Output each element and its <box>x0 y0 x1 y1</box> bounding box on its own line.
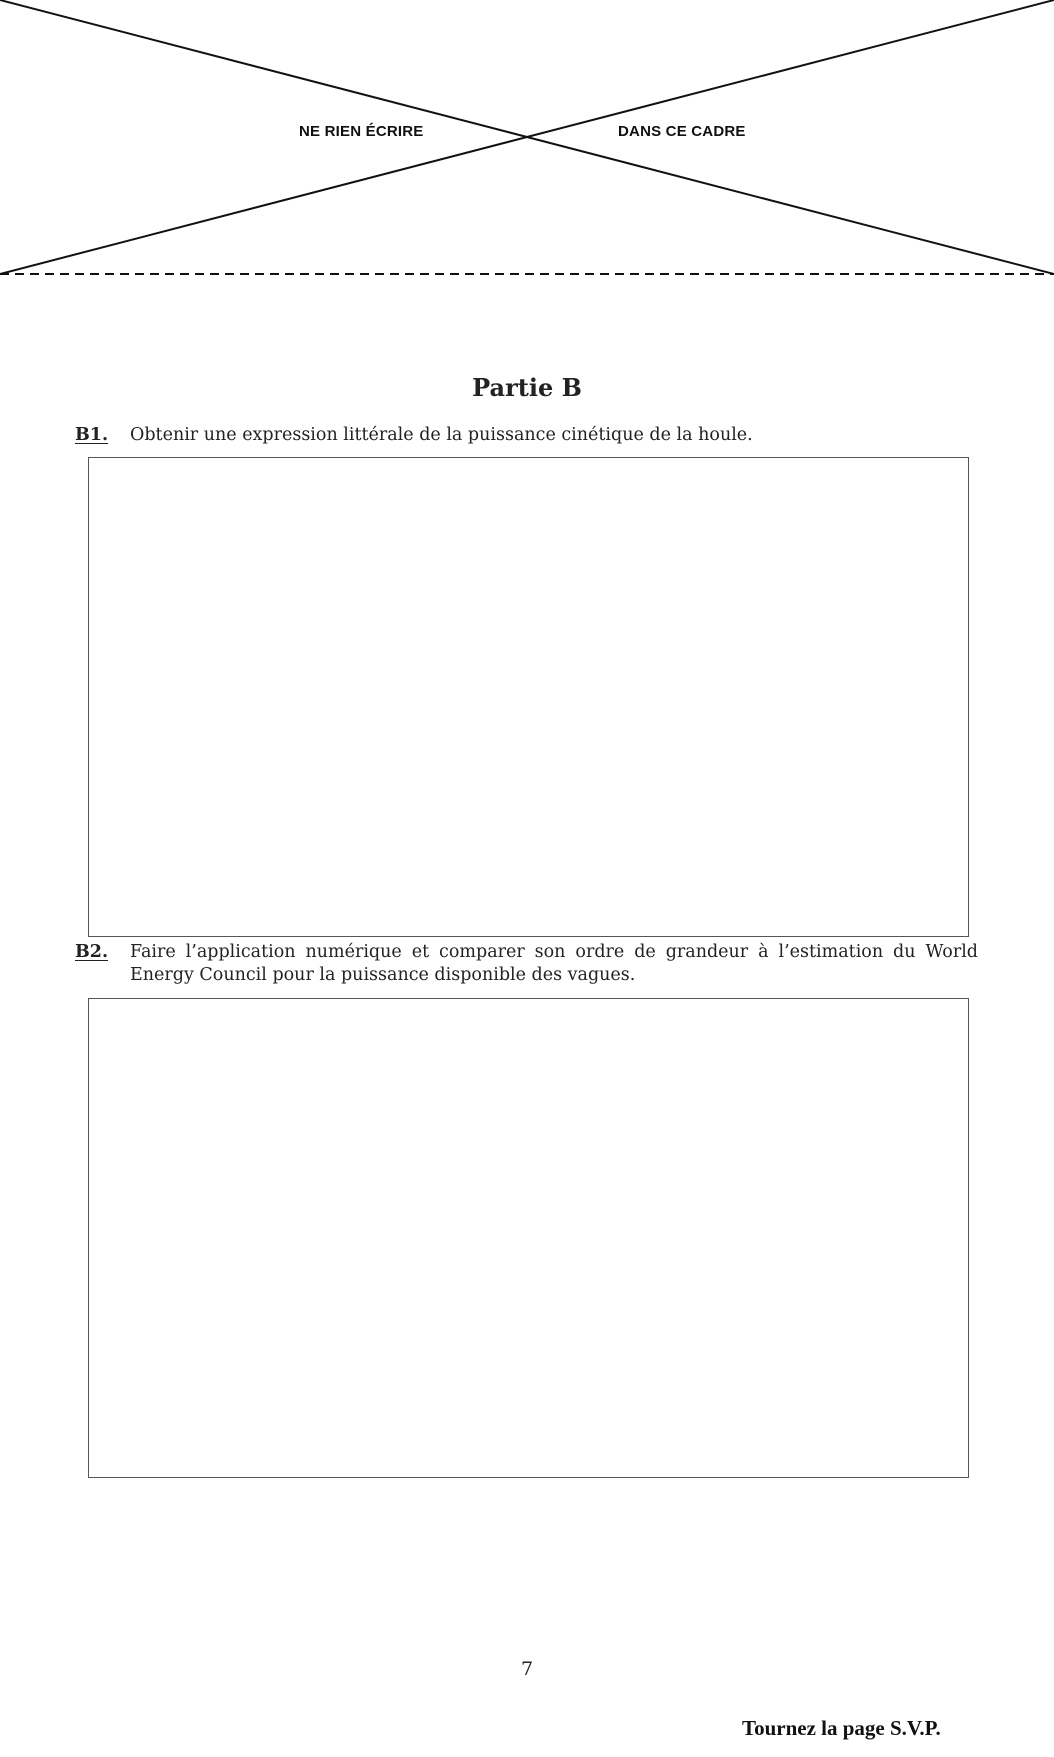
section-title: Partie B <box>472 373 582 402</box>
question-number: B2. <box>75 942 109 962</box>
question-text: Faire l’application numérique et comparer son ordre de grandeur à l’estimation du World Energy Council pour la puissance disponible des vagues. <box>130 942 978 985</box>
page-number: 7 <box>520 1658 534 1680</box>
header-left-label: NE RIEN ÉCRIRE <box>299 123 424 140</box>
do-not-write-zone <box>0 0 1054 280</box>
answer-box-b1[interactable] <box>88 457 969 937</box>
answer-box-b2[interactable] <box>88 998 969 1478</box>
crossed-out-frame <box>0 0 1054 280</box>
turn-page-note: Tournez la page S.V.P. <box>742 1716 941 1740</box>
question-b2 <box>75 941 978 987</box>
question-text: Obtenir une expression littérale de la puissance cinétique de la houle. <box>130 425 753 445</box>
question-number: B1. <box>75 425 109 445</box>
header-right-label: DANS CE CADRE <box>618 123 746 140</box>
question-b1 <box>75 424 978 447</box>
